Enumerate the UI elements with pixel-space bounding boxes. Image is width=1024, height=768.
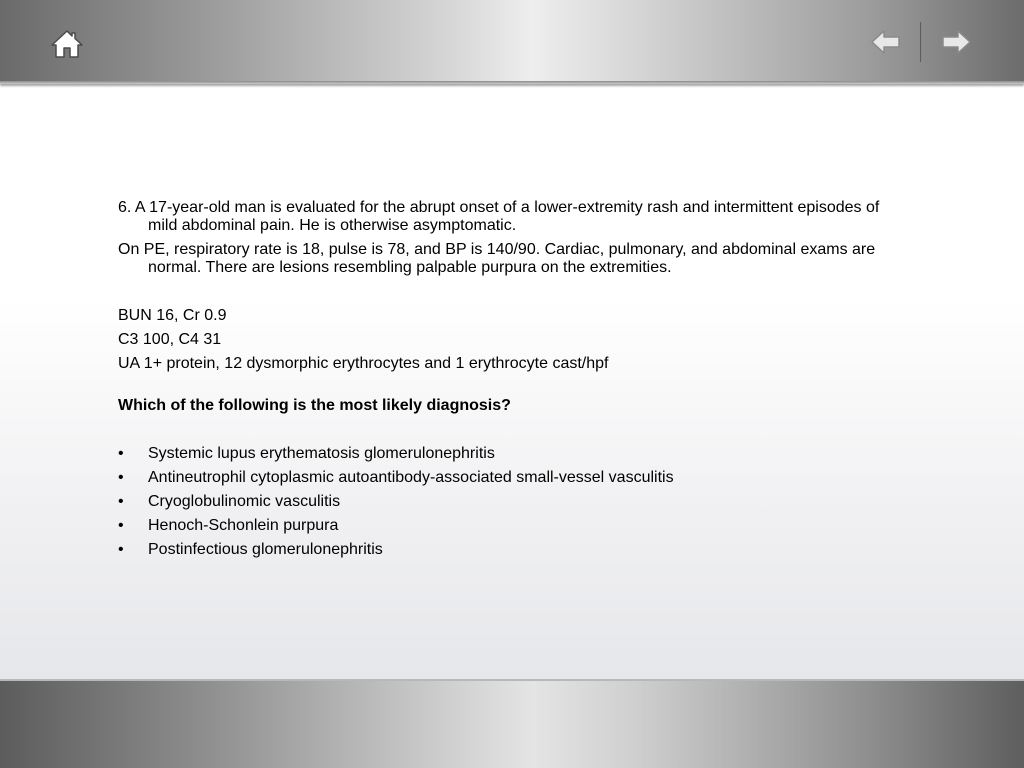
bullet: • (118, 541, 124, 558)
answer-option-label: Cryoglobulinomic vasculitis (148, 493, 341, 510)
bottom-bar (0, 679, 1024, 768)
lab-line: BUN 16, Cr 0.9 (118, 307, 227, 324)
next-slide-button[interactable] (940, 28, 972, 56)
bullet: • (118, 469, 124, 486)
arrow-left-icon (870, 28, 902, 56)
answer-option-label: Henoch-Schonlein purpura (148, 517, 339, 534)
bullet: • (118, 445, 124, 462)
question-stem: 6. A 17-year-old man is evaluated for the abrupt onset of a lower-extremity rash and intermittent episodes of mild abdominal pain. He is otherwise asymptomatic. (118, 199, 880, 234)
answer-option-label: Systemic lupus erythematosis glomerulonephritis (148, 445, 495, 462)
physical-exam-text: On PE, respiratory rate is 18, pulse is 78, and BP is 140/90. Cardiac, pulmonary, and abdominal exams are normal. There are lesions resembling palpable purpura on the extremities. (118, 241, 876, 276)
answer-option (118, 517, 898, 535)
bullet: • (118, 517, 124, 534)
answer-option (118, 541, 898, 559)
lab-results (118, 307, 898, 373)
answer-option (118, 445, 898, 463)
answer-option-label: Postinfectious glomerulonephritis (148, 541, 383, 558)
nav-divider (920, 22, 922, 62)
previous-slide-button[interactable] (870, 28, 902, 56)
answer-options (118, 445, 898, 559)
top-toolbar (0, 0, 1024, 84)
answer-option (118, 469, 898, 487)
bullet: • (118, 493, 124, 510)
arrow-right-icon (940, 28, 972, 56)
home-icon (50, 28, 84, 60)
lab-line: C3 100, C4 31 (118, 331, 222, 348)
answer-option (118, 493, 898, 511)
answer-option-label: Antineutrophil cytoplasmic autoantibody-associated small-vessel vasculitis (148, 469, 674, 486)
lab-line: UA 1+ protein, 12 dysmorphic erythrocytes and 1 erythrocyte cast/hpf (118, 355, 609, 372)
slide-content (118, 199, 898, 565)
home-button[interactable] (50, 28, 84, 60)
question-prompt: Which of the following is the most likely diagnosis? (118, 397, 511, 414)
